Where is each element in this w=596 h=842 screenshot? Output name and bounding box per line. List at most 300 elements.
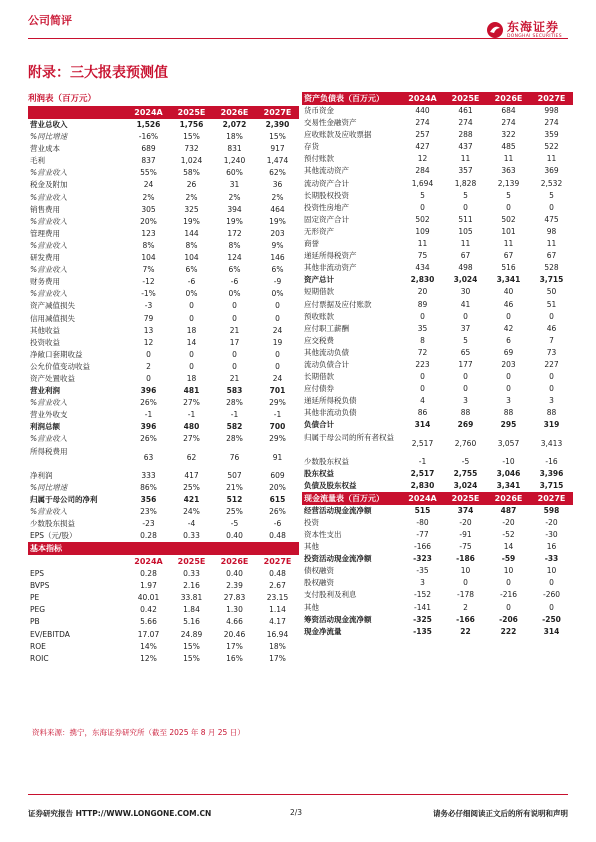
row-value: 3,024 — [453, 275, 478, 285]
row-value: 88 — [546, 408, 557, 418]
row-label: 净利润 — [30, 470, 53, 480]
table-row — [302, 165, 573, 177]
row-value: 1.97 — [140, 581, 157, 591]
row-label: 管理费用 — [30, 228, 60, 238]
row-label: 应交税费 — [304, 335, 334, 345]
row-value: 63 — [143, 452, 154, 462]
row-value: 11 — [546, 154, 557, 164]
row-value: 2,755 — [453, 468, 478, 478]
table-row — [28, 325, 299, 337]
row-value: 7 — [549, 335, 554, 345]
row-value: 18% — [269, 641, 286, 651]
row-value: 14% — [140, 641, 157, 651]
row-value: 356 — [140, 494, 157, 504]
row-value: 227 — [544, 359, 559, 369]
row-value: 13 — [143, 325, 154, 335]
year-header: 2026E — [220, 108, 249, 117]
row-label: 资本性支出 — [304, 530, 342, 539]
row-label: 股东权益 — [304, 468, 334, 478]
row-value: -1 — [230, 410, 239, 420]
row-value: 2,517 — [411, 438, 434, 448]
row-value: 1,694 — [411, 178, 434, 188]
row-value: 20% — [140, 216, 157, 226]
row-value: -4 — [187, 518, 196, 528]
year-header: 2024A — [134, 108, 163, 117]
table-row — [28, 580, 299, 592]
table-row — [302, 529, 573, 541]
row-value: -20 — [459, 517, 472, 527]
row-value: 50 — [546, 287, 557, 297]
row-value: 0 — [146, 349, 151, 359]
row-label: 流动负债合计 — [304, 359, 349, 369]
row-value: 24 — [143, 180, 154, 190]
row-value: 396 — [140, 386, 157, 396]
row-value: 357 — [458, 166, 473, 176]
row-value: 0 — [463, 384, 468, 394]
row-value: 172 — [227, 228, 242, 238]
row-value: 40 — [503, 287, 514, 297]
row-value: 325 — [184, 204, 199, 214]
row-value: 5 — [506, 190, 511, 200]
row-value: 396 — [140, 422, 157, 432]
row-value: 19 — [272, 337, 283, 347]
row-value: 1,240 — [223, 156, 246, 166]
row-value: 35 — [417, 323, 428, 333]
row-value: 417 — [184, 470, 199, 480]
source-note: 资料来源：携宁，东海证券研究所（截至 2025 年 8 月 25 日） — [32, 728, 245, 737]
row-value: 42 — [503, 323, 514, 333]
table-row — [302, 480, 573, 492]
row-value: 0 — [275, 349, 280, 359]
row-value: 475 — [544, 214, 559, 224]
row-value: 1.84 — [183, 605, 200, 615]
table-row — [28, 204, 299, 216]
row-value: 1,024 — [180, 156, 203, 166]
header-label-cell — [28, 555, 127, 568]
row-value: 333 — [141, 470, 156, 480]
row-value: 0 — [420, 384, 425, 394]
row-value: 305 — [141, 204, 156, 214]
row-value: 65 — [460, 347, 471, 357]
row-label: %营业收入 — [30, 216, 68, 226]
row-value: -30 — [545, 530, 558, 539]
row-value: 0.48 — [269, 531, 286, 540]
row-value: 11 — [460, 239, 471, 249]
row-value: 528 — [544, 263, 559, 273]
row-value: 0 — [549, 602, 554, 612]
row-label: %营业收入 — [30, 265, 68, 275]
row-value: 0 — [506, 202, 511, 212]
row-value: 0 — [146, 373, 151, 383]
row-value: 19% — [269, 216, 286, 226]
row-value: 274 — [544, 118, 559, 128]
row-value: 0.28 — [140, 569, 157, 579]
row-value: 6% — [271, 265, 284, 275]
row-label: 预收账款 — [304, 311, 334, 321]
row-value: 0.48 — [269, 569, 286, 579]
row-value: -33 — [544, 554, 559, 564]
footer-left: 证券研究报告 HTTP://WWW.LONGONE.COM.CN — [28, 809, 212, 818]
table-row — [302, 214, 573, 226]
row-value: 46 — [546, 323, 557, 333]
row-value: 6% — [228, 265, 241, 275]
table-row — [302, 614, 573, 626]
year-header — [127, 542, 170, 555]
row-label: 商誉 — [304, 239, 319, 249]
row-label: ROIC — [30, 653, 49, 663]
row-value: 3 — [420, 578, 425, 588]
row-label: 营业外收支 — [30, 410, 68, 420]
row-value: -16% — [138, 132, 159, 142]
table-row — [302, 117, 573, 129]
footer-disclaimer: 请务必仔细阅读正文后的所有说明和声明 — [433, 809, 568, 818]
row-value: -6 — [187, 277, 196, 287]
row-value: 4.66 — [226, 617, 243, 627]
row-value: 374 — [457, 505, 474, 515]
year-header: 2024A — [134, 557, 163, 567]
row-value: 25% — [226, 506, 243, 516]
row-value: 73 — [546, 347, 557, 357]
row-value: 0 — [189, 349, 194, 359]
row-label: 税金及附加 — [30, 180, 68, 190]
year-header: 2027E — [263, 557, 292, 567]
logo-mark-icon — [486, 21, 504, 39]
table-row — [28, 641, 299, 653]
row-value: 2,830 — [410, 480, 435, 490]
row-value: 18 — [186, 325, 197, 335]
table-row — [302, 262, 573, 274]
row-value: 62% — [269, 168, 286, 178]
row-value: 29% — [269, 434, 286, 444]
row-value: 21 — [229, 325, 240, 335]
table-row — [28, 276, 299, 288]
row-value: 1,526 — [136, 120, 161, 129]
row-value: 515 — [414, 505, 431, 515]
table-row — [302, 226, 573, 238]
table-row — [302, 141, 573, 153]
row-value: 27% — [183, 434, 200, 444]
row-value: 2.16 — [183, 581, 200, 591]
table-row — [28, 373, 299, 385]
table-row — [28, 131, 299, 143]
row-label: 预付账款 — [304, 154, 334, 164]
row-value: 24 — [272, 325, 283, 335]
table-row — [302, 323, 573, 335]
row-value: -135 — [413, 626, 432, 636]
row-value: -59 — [501, 554, 516, 564]
table-row — [28, 264, 299, 276]
table-row — [28, 240, 299, 252]
row-value: 8 — [420, 335, 425, 345]
row-value: 41 — [460, 299, 471, 309]
row-value: 177 — [458, 359, 473, 369]
income-statement-title: 利润表（百万元） — [28, 94, 97, 104]
row-label: 归属于母公司的净利 — [30, 494, 98, 504]
row-value: 3 — [549, 396, 554, 406]
row-value: 314 — [414, 420, 431, 430]
row-value: 11 — [417, 239, 428, 249]
row-value: 6% — [185, 265, 198, 275]
balance-sheet-title: 资产负债表（百万元） — [304, 94, 384, 103]
row-value: 146 — [270, 253, 285, 263]
row-value: 9% — [271, 240, 284, 250]
row-label: %同比增速 — [30, 132, 68, 142]
table-row — [28, 313, 299, 325]
row-value: 3,715 — [539, 275, 564, 285]
row-value: 24.89 — [180, 629, 203, 639]
row-value: 51 — [546, 299, 557, 309]
year-header — [170, 542, 213, 555]
table-row — [28, 361, 299, 373]
table-row — [28, 192, 299, 204]
table-row — [302, 419, 573, 431]
row-value: 480 — [183, 422, 200, 432]
row-value: -80 — [416, 517, 429, 527]
row-value: 2% — [271, 192, 284, 202]
row-value: 21% — [226, 482, 243, 492]
row-label: 负债合计 — [304, 420, 334, 430]
row-value: 0.40 — [226, 531, 243, 540]
row-label: 其他流动负债 — [304, 347, 349, 357]
row-value: 917 — [270, 144, 285, 154]
row-value: 2,760 — [454, 438, 477, 448]
table-row — [302, 553, 573, 565]
row-value: 76 — [229, 452, 240, 462]
table-row — [28, 470, 299, 482]
row-value: 3 — [463, 396, 468, 406]
row-value: 0.33 — [183, 569, 200, 579]
row-value: 26 — [186, 180, 197, 190]
logo-text-cn: 东海证券 — [507, 20, 560, 34]
row-value: 30 — [460, 287, 471, 297]
row-value: 3,341 — [496, 275, 521, 285]
row-label: 其他 — [304, 542, 319, 552]
row-value: 511 — [458, 214, 473, 224]
row-value: -35 — [416, 566, 429, 576]
row-value: 1,474 — [266, 156, 289, 166]
row-value: 3,046 — [496, 468, 521, 478]
row-value: 15% — [183, 132, 200, 142]
row-value: 0 — [232, 349, 237, 359]
row-value: -250 — [542, 614, 561, 624]
row-label: PB — [30, 617, 40, 627]
row-value: -325 — [413, 614, 432, 624]
row-value: 17.07 — [137, 629, 160, 639]
row-value: 15% — [183, 653, 200, 663]
row-label: 投资收益 — [30, 337, 60, 347]
cashflow-table — [302, 505, 573, 638]
table-row — [28, 300, 299, 312]
row-value: -10 — [502, 456, 515, 466]
row-value: -141 — [413, 602, 432, 612]
row-value: 98 — [546, 226, 557, 236]
row-value: 5.66 — [140, 617, 157, 627]
row-label: 负债及股东权益 — [304, 480, 357, 490]
row-value: 75 — [417, 251, 428, 261]
row-value: 101 — [501, 226, 516, 236]
row-value: 0 — [549, 311, 554, 321]
row-value: 0.28 — [140, 531, 157, 540]
row-value: 12 — [143, 337, 154, 347]
row-value: 5 — [463, 335, 468, 345]
row-value: -75 — [459, 542, 472, 552]
row-value: 0 — [232, 361, 237, 371]
row-value: -206 — [499, 614, 518, 624]
table-row — [28, 421, 299, 433]
year-header: 2024A — [408, 493, 437, 503]
table-row — [28, 518, 299, 530]
row-value: 837 — [141, 156, 156, 166]
row-label: 营业总收入 — [30, 120, 68, 129]
row-value: 16% — [226, 653, 243, 663]
row-value: 20% — [269, 482, 286, 492]
row-value: 2.39 — [226, 581, 243, 591]
row-value: 0 — [506, 372, 511, 382]
row-value: 88 — [503, 408, 514, 418]
table-row — [28, 155, 299, 167]
row-value: 421 — [183, 494, 200, 504]
table-row — [28, 143, 299, 155]
row-value: 2,532 — [540, 178, 563, 188]
header-divider — [28, 38, 568, 39]
row-value: 2,139 — [497, 178, 520, 188]
row-value: 512 — [226, 494, 243, 504]
row-label: PEG — [30, 605, 46, 615]
row-value: 5.16 — [183, 617, 200, 627]
row-value: 481 — [183, 386, 200, 396]
row-value: 0.42 — [140, 605, 157, 615]
row-value: 437 — [458, 142, 473, 152]
row-label: 研发费用 — [30, 253, 60, 263]
row-value: 18% — [226, 132, 243, 142]
row-value: 223 — [415, 359, 430, 369]
table-row — [302, 541, 573, 553]
table-row — [28, 397, 299, 409]
row-value: 0 — [463, 202, 468, 212]
table-row — [28, 409, 299, 421]
row-value: 18 — [186, 373, 197, 383]
row-value: 394 — [227, 204, 242, 214]
row-value: 2% — [142, 192, 155, 202]
row-value: 0 — [189, 361, 194, 371]
row-value: -323 — [413, 554, 432, 564]
row-value: 144 — [184, 228, 199, 238]
row-label: 递延所得税负债 — [304, 396, 357, 406]
row-value: 36 — [272, 180, 283, 190]
row-value: 502 — [415, 214, 430, 224]
row-value: 0 — [463, 578, 468, 588]
row-value: 689 — [141, 144, 156, 154]
row-value: 23.15 — [266, 593, 289, 603]
row-value: 2 — [146, 361, 151, 371]
row-value: 0.33 — [183, 531, 200, 540]
row-value: 19% — [183, 216, 200, 226]
row-value: 25% — [183, 482, 200, 492]
row-label: 流动资产合计 — [304, 178, 349, 188]
row-label: 销售费用 — [30, 204, 60, 214]
row-value: 2% — [185, 192, 198, 202]
row-value: 31 — [229, 180, 240, 190]
table-row — [28, 228, 299, 240]
table-row — [302, 202, 573, 214]
row-value: 1.14 — [269, 605, 286, 615]
row-value: -1 — [144, 410, 153, 420]
row-value: -260 — [542, 590, 561, 600]
row-label: 公允价值变动收益 — [30, 361, 90, 371]
year-header: 2025E — [451, 94, 480, 103]
row-value: -1% — [141, 289, 156, 299]
row-label: 股权融资 — [304, 578, 334, 588]
row-label: 利润总额 — [30, 422, 60, 432]
row-label: 无形资产 — [304, 226, 334, 236]
row-label: 其他非流动资产 — [304, 263, 357, 273]
table-row — [302, 129, 573, 141]
row-value: 257 — [415, 130, 430, 140]
row-label: 长期借款 — [304, 372, 334, 382]
row-value: 322 — [501, 130, 516, 140]
row-label: 其他 — [304, 602, 319, 612]
row-label: 应收账款及应收票据 — [304, 130, 372, 140]
row-value: -216 — [499, 590, 518, 600]
row-value: 3,024 — [453, 480, 478, 490]
table-row — [302, 517, 573, 529]
row-value: 72 — [417, 347, 428, 357]
row-value: 274 — [415, 118, 430, 128]
row-value: -152 — [413, 590, 432, 600]
row-label: 营业利润 — [30, 386, 60, 396]
row-value: -6 — [230, 277, 239, 287]
row-label: 固定资产合计 — [304, 214, 349, 224]
header-label-cell — [28, 106, 127, 119]
row-value: 203 — [270, 228, 285, 238]
row-label: 其他非流动负债 — [304, 408, 357, 418]
table-row — [302, 238, 573, 250]
row-label: 支付股利及利息 — [304, 590, 357, 600]
row-value: 0 — [549, 384, 554, 394]
row-value: 8% — [185, 240, 198, 250]
row-value: 487 — [500, 505, 517, 515]
row-label: 现金净流量 — [304, 626, 342, 636]
row-value: 28% — [226, 434, 243, 444]
row-value: 2.67 — [269, 581, 286, 591]
table-row — [28, 530, 299, 542]
row-value: 609 — [270, 470, 285, 480]
table-row — [302, 432, 573, 456]
row-value: 6 — [506, 335, 511, 345]
row-value: 831 — [227, 144, 242, 154]
row-value: 0% — [271, 289, 284, 299]
row-label: 净敞口套期收益 — [30, 349, 83, 359]
row-value: 46 — [503, 299, 514, 309]
table-row — [28, 216, 299, 228]
row-value: 15% — [183, 641, 200, 651]
row-value: 3,413 — [540, 438, 563, 448]
year-header: 2025E — [177, 557, 206, 567]
row-value: 615 — [269, 494, 286, 504]
row-label: 存货 — [304, 142, 319, 152]
table-row — [302, 311, 573, 323]
year-header: 2024A — [408, 94, 437, 103]
row-value: 2,830 — [410, 275, 435, 285]
row-value: 8% — [228, 240, 241, 250]
row-value: 0 — [549, 202, 554, 212]
table-row — [28, 385, 299, 397]
table-row — [28, 592, 299, 604]
row-value: 2 — [463, 602, 468, 612]
row-value: 598 — [543, 505, 560, 515]
row-value: 28% — [226, 398, 243, 408]
table-row — [302, 190, 573, 202]
